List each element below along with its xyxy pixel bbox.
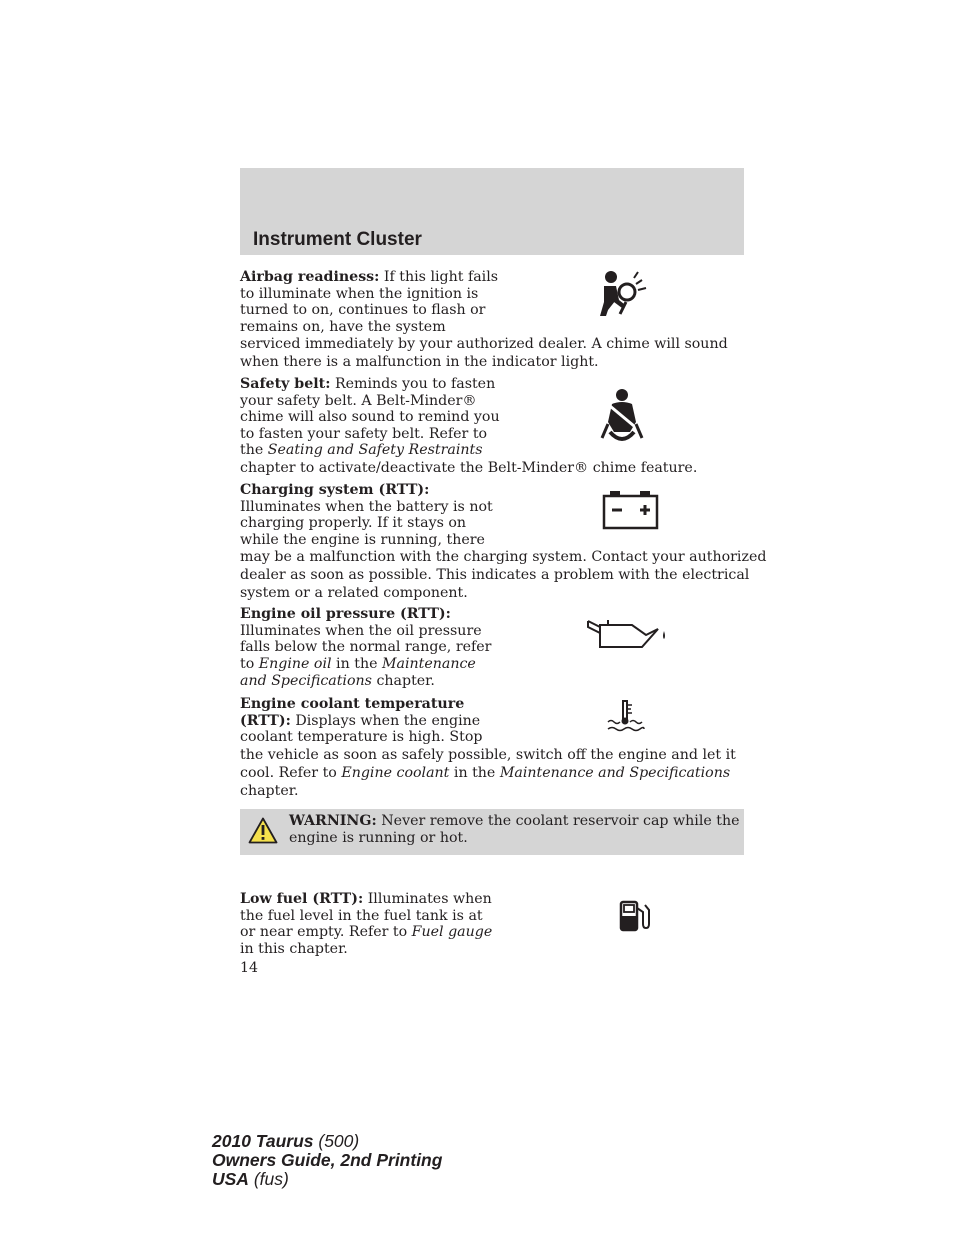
chapter-reference: Maintenance and Specifications (499, 764, 731, 781)
text: to fasten your safety belt. Refer to (240, 425, 488, 442)
chapter-reference: Engine coolant (341, 764, 450, 781)
warning-triangle-icon (248, 817, 278, 848)
text: turned to on, continues to flash or (240, 302, 486, 318)
text: Displays when the engine (290, 712, 481, 729)
chapter-reference: Seating and Safety Restraints (267, 442, 483, 458)
text: in this chapter. (240, 940, 348, 957)
text: may be a malfunction with the charging system. Contact your authorized (240, 549, 767, 565)
engine-coolant-label: Engine coolant temperature (240, 696, 465, 712)
airbag-readiness-paragraph (240, 269, 740, 371)
footer-market-code: (fus) (248, 1169, 289, 1189)
text: cool. Refer to (240, 764, 342, 781)
text: Reminds you to fasten (330, 376, 496, 392)
safety-belt-label: Safety belt: (240, 376, 331, 392)
text: chime will also sound to remind you (240, 409, 500, 425)
text: the vehicle as soon as safely possible, switch off the engine and let it (240, 746, 736, 763)
text: charging properly. If it stays on (240, 515, 467, 531)
text: to (240, 655, 259, 672)
oil-can-icon (586, 617, 670, 653)
text: chapter. (371, 673, 435, 689)
charging-system-label: Charging system (RTT): (240, 482, 430, 498)
chapter-reference: Fuel gauge (411, 924, 493, 940)
text: chapter to activate/deactivate the Belt-Minder® chime feature. (240, 459, 698, 476)
text: to illuminate when the ignition is (240, 285, 479, 302)
chapter-reference: Maintenance (382, 655, 476, 672)
section-header-band (240, 168, 744, 255)
page-number: 14 (240, 960, 259, 976)
text: system or a related component. (240, 585, 468, 601)
coolant-temperature-icon (606, 700, 646, 734)
text: in the (331, 655, 382, 672)
seatbelt-icon (600, 388, 646, 446)
text: the (240, 442, 268, 458)
battery-icon (602, 491, 660, 531)
text: serviced immediately by your authorized dealer. A chime will sound (240, 336, 728, 352)
text: falls below the normal range, refer (240, 639, 492, 655)
charging-system-paragraph (240, 482, 767, 602)
warning-box (240, 809, 744, 855)
fuel-pump-icon (619, 900, 653, 934)
safety-belt-paragraph (240, 376, 740, 477)
text: If this light fails (379, 269, 499, 285)
text: while the engine is running, there (240, 531, 485, 548)
airbag-label: Airbag readiness: (240, 269, 380, 285)
engine-oil-pressure-label: Engine oil pressure (RTT): (240, 606, 451, 622)
chapter-reference: Engine oil (258, 655, 332, 672)
warning-label: WARNING: (289, 813, 377, 829)
engine-coolant-label-rtt: (RTT): (240, 712, 291, 729)
footer-model: 2010 Taurus (212, 1131, 314, 1151)
text: remains on, have the system (240, 318, 446, 335)
warning-text (289, 813, 740, 847)
text: or near empty. Refer to (240, 924, 412, 940)
text: the fuel level in the fuel tank is at (240, 907, 483, 924)
text: dealer as soon as possible. This indicates a problem with the electrical (240, 567, 750, 583)
low-fuel-paragraph (240, 891, 740, 957)
text: coolant temperature is high. Stop (240, 729, 483, 745)
text: engine is running or hot. (289, 830, 468, 846)
airbag-icon (594, 270, 650, 320)
text: Illuminates when the battery is not (240, 498, 493, 515)
text: chapter. (240, 782, 299, 799)
document-footer (212, 1132, 442, 1189)
section-title: Instrument Cluster (253, 229, 422, 250)
text: Illuminates when (363, 891, 492, 907)
text: Illuminates when the oil pressure (240, 622, 482, 639)
footer-edition: Owners Guide, 2nd Printing (212, 1150, 443, 1170)
footer-market: USA (212, 1169, 249, 1189)
engine-coolant-paragraph (240, 696, 740, 800)
chapter-reference: and Specifications (240, 673, 372, 689)
footer-model-code: (500) (313, 1131, 360, 1151)
low-fuel-label: Low fuel (RTT): (240, 891, 364, 907)
text: in the (449, 764, 500, 781)
text: when there is a malfunction in the indicator light. (240, 354, 599, 370)
text: Never remove the coolant reservoir cap while the (376, 813, 740, 829)
text: your safety belt. A Belt-Minder® (240, 392, 477, 409)
